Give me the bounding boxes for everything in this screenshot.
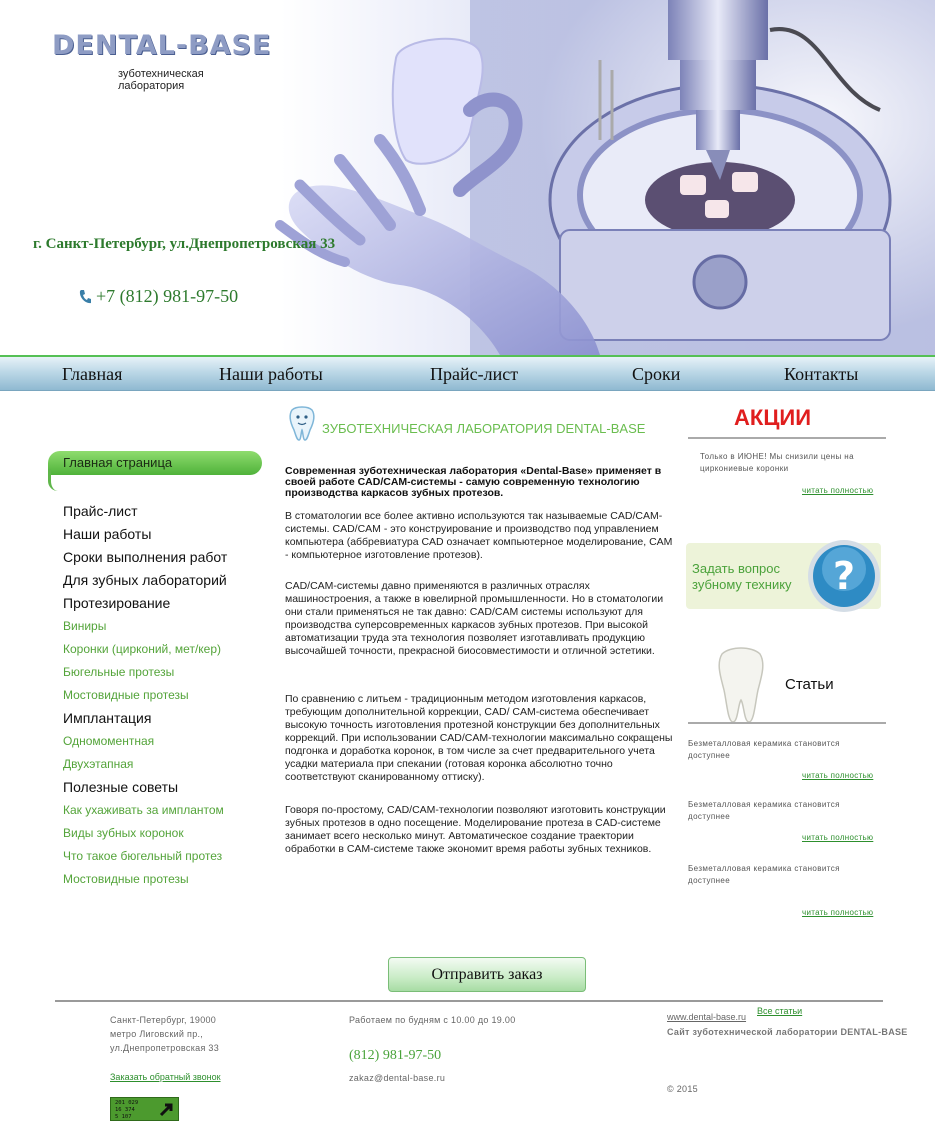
callback-link[interactable]: Заказать обратный звонок <box>110 1072 221 1082</box>
sidebar-item[interactable]: Наши работы <box>63 526 152 542</box>
articles-divider <box>688 722 886 724</box>
sidebar-home-tail <box>48 469 58 491</box>
site-description: Сайт зуботехнической лаборатории DENTAL-BASE <box>667 1027 908 1037</box>
footer-divider <box>55 1000 883 1002</box>
nav-item-home[interactable]: Главная <box>62 364 123 384</box>
sidebar-item[interactable]: Для зубных лабораторий <box>63 572 227 588</box>
article-read-more-link[interactable]: читать полностью <box>802 771 874 780</box>
sidebar-item[interactable]: Мостовидные протезы <box>63 872 189 886</box>
header-address: г. Санкт-Петербург, ул.Днепропетровская 33 <box>33 236 336 252</box>
sidebar-item[interactable]: Имплантация <box>63 710 152 726</box>
sidebar-menu <box>63 500 273 891</box>
nav-item-contacts[interactable]: Контакты <box>784 364 859 384</box>
promo-read-more-link[interactable]: читать полностью <box>802 486 874 495</box>
visit-counter[interactable] <box>110 1097 179 1121</box>
article-teaser: Безметалловая керамика становится доступнее <box>688 739 840 760</box>
page-title: ЗУБОТЕХНИЧЕСКАЯ ЛАБОРАТОРИЯ DENTAL-BASE <box>322 421 646 436</box>
sidebar-item[interactable]: Виниры <box>63 619 107 633</box>
counter-line: 201 029 <box>115 1100 139 1106</box>
phone-icon <box>78 289 92 305</box>
content-lead: Современная зуботехническая лаборатория «Dental-Base» применяет в своей работе CAD/CAM-системы - самую современную технологию производства каркасов зубных протезов. <box>285 465 662 499</box>
article-read-more-link[interactable]: читать полностью <box>802 908 874 917</box>
footer-phone[interactable]: (812) 981-97-50 <box>349 1048 442 1063</box>
site-url-link[interactable]: www.dental-base.ru <box>667 1012 747 1022</box>
sidebar-item[interactable]: Бюгельные протезы <box>63 665 175 679</box>
header-phone <box>78 286 238 307</box>
logo-subtitle: зуботехническая лаборатория <box>118 68 204 92</box>
nav-item-price[interactable]: Прайс-лист <box>430 364 519 384</box>
sidebar-item[interactable]: Коронки (цирконий, мет/кер) <box>63 642 222 656</box>
site-logo[interactable]: DENTAL-BASE <box>52 30 272 61</box>
header <box>0 0 935 355</box>
counter-line: 5 107 <box>115 1114 132 1120</box>
svg-text:?: ? <box>832 554 856 598</box>
sidebar-item[interactable]: Сроки выполнения работ <box>63 549 228 565</box>
sidebar-home-item[interactable] <box>48 451 262 491</box>
footer-address-line: Санкт-Петербург, 19000 <box>110 1015 217 1025</box>
footer-address-line: метро Лиговский пр., <box>110 1029 204 1039</box>
sidebar-item[interactable]: Одномоментная <box>63 734 155 748</box>
counter-line: 16 374 <box>115 1107 135 1113</box>
footer-address-line: ул.Днепропетровская 33 <box>110 1043 220 1053</box>
content-heading <box>286 404 645 442</box>
promo-divider <box>688 437 886 439</box>
footer-address <box>110 1013 219 1055</box>
copyright: © 2015 <box>667 1084 698 1094</box>
header-phone-number[interactable]: +7 (812) 981-97-50 <box>96 286 239 306</box>
sidebar-item[interactable]: Двухэтапная <box>63 757 134 771</box>
content-paragraph: Говоря по-простому, CAD/CAM-технологии позволяют изготовить конструкции зубных протезов в одно посещение. Моделирование протеза в CAD-системе занимает всего несколько минут. Автоматическое создание траектории обработки в CAM-системе также экономит время работы зубных техников. <box>285 804 666 855</box>
ask-question-label: Задать вопрос зубному технику <box>692 561 792 592</box>
question-icon <box>805 537 883 615</box>
promo-heading: АКЦИИ <box>734 405 812 430</box>
ask-question-block[interactable] <box>686 543 881 609</box>
send-order-button[interactable]: Отправить заказ <box>388 957 586 992</box>
articles-heading: Статьи <box>785 676 834 693</box>
article-read-more-link[interactable]: читать полностью <box>802 833 874 842</box>
sidebar-item[interactable]: Протезирование <box>63 595 171 611</box>
nav-item-terms[interactable]: Сроки <box>632 364 681 384</box>
arrow-icon <box>159 1101 175 1117</box>
nav-item-works[interactable]: Наши работы <box>219 364 323 384</box>
sidebar-item[interactable]: Как ухаживать за имплантом <box>63 803 224 817</box>
article-teaser: Безметалловая керамика становится доступнее <box>688 800 840 821</box>
promo-text: Только в ИЮНЕ! Мы снизили цены на циркониевые коронки <box>700 452 854 473</box>
content-paragraph: В стоматологии все более активно используются так называемые CAD/CAM-системы. CAD/CAM - это конструирование и производство под управлением компьютера (аббревиатура CAD означает компьютерное моделирование, CAM - компьютерное изготовление протезов). <box>285 510 673 561</box>
content-paragraph: По сравнению с литьем - традиционным методом изготовления каркасов, требующим дополнительной коррекции, CAD/ CAM-система обеспечивает высокую точность изготовления протезной конструкции без дополнительных коррекций. При использовании CAD/CAM-технологии максимально сокращены подгонка и доработка коронок, в том числе за счет предварительного учета усадки материала при спекании (готовая коронка абсолютно точно соответствуют сканированному оттиску). <box>285 693 673 783</box>
sidebar-item[interactable]: Полезные советы <box>63 779 179 795</box>
tooth-mascot-icon <box>286 404 318 442</box>
sidebar-item[interactable]: Что такое бюгельный протез <box>63 849 223 863</box>
articles-tooth-icon <box>716 644 766 726</box>
sidebar-item[interactable]: Прайс-лист <box>63 503 138 519</box>
footer-email[interactable]: zakaz@dental-base.ru <box>349 1073 446 1083</box>
all-articles-link[interactable]: Все статьи <box>757 1006 803 1016</box>
content-paragraph: CAD/CAM-системы давно применяются в различных отраслях машиностроения, а также в ювелирной промышленности. Но в стоматологии они стали применяться не так давно: CAD/CAM системы используют для производства суперсовременных каркасов зубных протезов. При высокой автоматизации труда эта технология позволяет изготавливать продукцию высочайшей точности, прекрасной биосовместимости и отличной эстетики. <box>285 580 664 657</box>
main-nav <box>0 355 935 391</box>
sidebar-item[interactable]: Мостовидные протезы <box>63 688 189 702</box>
sidebar-home-label: Главная страница <box>63 455 173 470</box>
working-hours: Работаем по будням с 10.00 до 19.00 <box>349 1015 516 1025</box>
article-teaser: Безметалловая керамика становится доступнее <box>688 864 840 885</box>
sidebar-item[interactable]: Виды зубных коронок <box>63 826 184 840</box>
